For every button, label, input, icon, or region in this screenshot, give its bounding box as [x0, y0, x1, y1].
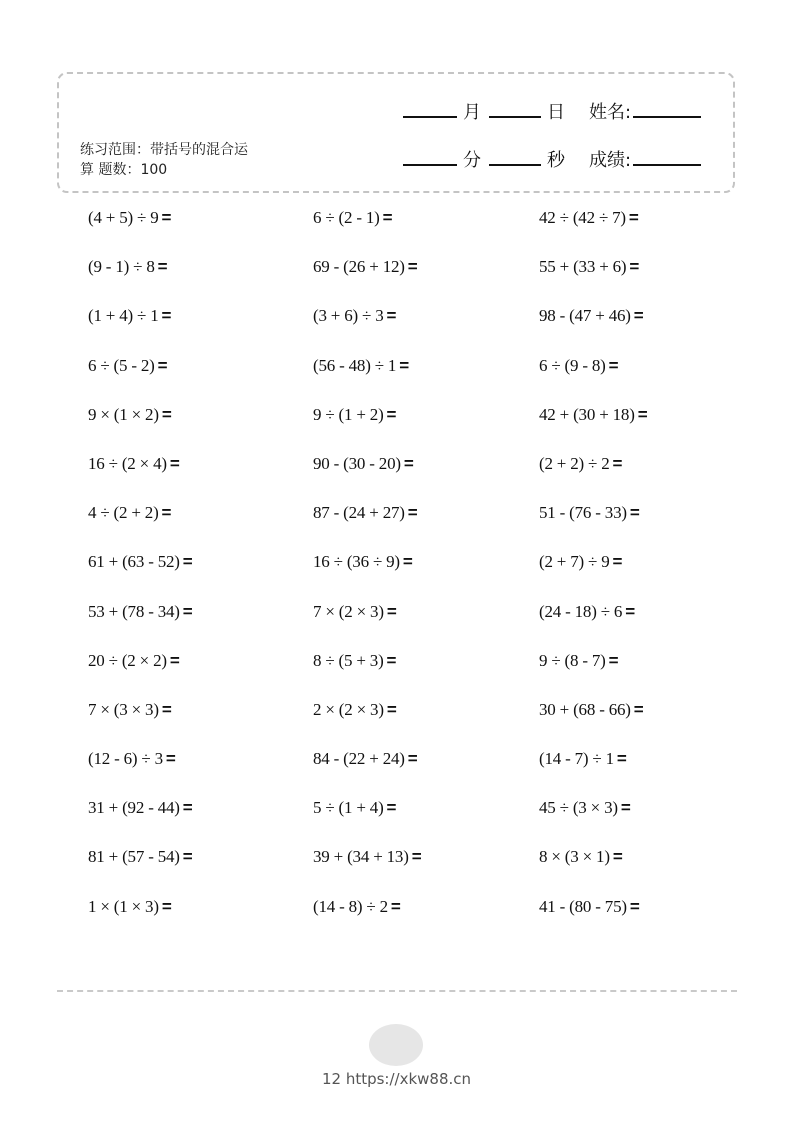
equals-sign: = [612, 552, 623, 572]
math-problem [88, 602, 193, 622]
problem-row [88, 749, 768, 798]
math-problem [313, 602, 397, 622]
problem-expression: 2 × (2 × 3) [313, 699, 384, 719]
problem-row [88, 405, 768, 454]
problem-expression: 42 ÷ (42 ÷ 7) [539, 208, 626, 227]
equals-sign: = [386, 306, 397, 326]
math-problem [539, 356, 618, 376]
problem-expression: (2 + 2) ÷ 2 [539, 453, 610, 473]
problem-expression: 8 ÷ (5 + 3) [313, 650, 384, 670]
math-problem [539, 651, 618, 671]
equals-sign: = [612, 453, 623, 473]
problem-row [88, 897, 768, 946]
math-problem [313, 257, 418, 277]
problem-expression: (14 - 7) ÷ 1 [539, 749, 614, 769]
problem-expression: 16 ÷ (2 × 4) [88, 453, 167, 473]
name-blank[interactable] [633, 98, 701, 118]
equals-sign: = [157, 257, 168, 277]
math-problem [539, 700, 644, 720]
problem-expression: 45 ÷ (3 × 3) [539, 798, 618, 818]
math-problem [88, 798, 193, 818]
problem-row [88, 306, 768, 355]
equals-sign: = [382, 208, 393, 227]
problem-row [88, 208, 768, 257]
equals-sign: = [169, 650, 180, 670]
equals-sign: = [161, 699, 172, 719]
problem-expression: 41 - (80 - 75) [539, 896, 627, 916]
problem-row [88, 257, 768, 306]
problem-expression: 30 + (68 - 66) [539, 699, 631, 719]
equals-sign: = [620, 798, 631, 818]
problem-grid [88, 208, 768, 946]
equals-sign: = [633, 699, 644, 719]
date-name-row [403, 98, 701, 124]
day-blank[interactable] [489, 98, 541, 118]
range-line-1: 练习范围：带括号的混合运 [80, 142, 248, 158]
problem-expression: 7 × (2 × 3) [313, 601, 384, 621]
problem-expression: 4 ÷ (2 + 2) [88, 503, 159, 523]
equals-sign: = [386, 798, 397, 818]
math-problem [313, 700, 397, 720]
problem-expression: 90 - (30 - 20) [313, 453, 401, 473]
problem-row [88, 700, 768, 749]
math-problem [313, 651, 396, 671]
equals-sign: = [608, 355, 619, 375]
math-problem [539, 503, 640, 523]
math-problem [88, 306, 171, 326]
day-label: 日 [547, 102, 565, 123]
problem-expression: 9 × (1 × 2) [88, 404, 159, 424]
math-problem [88, 503, 171, 523]
equals-sign: = [411, 847, 422, 867]
equals-sign: = [157, 355, 168, 375]
problem-row [88, 651, 768, 700]
math-problem [88, 257, 167, 277]
problem-expression: (4 + 5) ÷ 9 [88, 208, 159, 227]
equals-sign: = [629, 503, 640, 523]
problem-row [88, 356, 768, 405]
minutes-label: 分 [463, 150, 481, 171]
math-problem [88, 208, 171, 228]
equals-sign: = [161, 404, 172, 424]
math-problem [539, 306, 644, 326]
problem-expression: 81 + (57 - 54) [88, 847, 180, 867]
math-problem [539, 602, 635, 622]
equals-sign: = [403, 453, 414, 473]
equals-sign: = [386, 601, 397, 621]
page-number-badge [369, 1024, 423, 1066]
problem-expression: 20 ÷ (2 × 2) [88, 650, 167, 670]
problem-row [88, 847, 768, 896]
equals-sign: = [182, 552, 193, 572]
math-problem [88, 897, 172, 917]
math-problem [313, 306, 396, 326]
problem-expression: 42 + (30 + 18) [539, 404, 635, 424]
problem-row [88, 454, 768, 503]
equals-sign: = [386, 650, 397, 670]
equals-sign: = [390, 896, 401, 916]
problem-expression: 6 ÷ (2 - 1) [313, 208, 380, 227]
problem-expression: (12 - 6) ÷ 3 [88, 749, 163, 769]
math-problem [539, 257, 639, 277]
math-problem [88, 700, 172, 720]
equals-sign: = [608, 650, 619, 670]
equals-sign: = [407, 503, 418, 523]
problem-expression: (9 - 1) ÷ 8 [88, 257, 155, 277]
problem-expression: 55 + (33 + 6) [539, 257, 627, 277]
problem-expression: 98 - (47 + 46) [539, 306, 631, 326]
problem-expression: 31 + (92 - 44) [88, 798, 180, 818]
math-problem [88, 552, 193, 572]
math-problem [88, 749, 176, 769]
math-problem [539, 749, 627, 769]
math-problem [539, 847, 623, 867]
problem-expression: 84 - (22 + 24) [313, 749, 405, 769]
equals-sign: = [407, 749, 418, 769]
month-blank[interactable] [403, 98, 457, 118]
math-problem [88, 454, 180, 474]
problem-expression: 53 + (78 - 34) [88, 601, 180, 621]
math-problem [313, 454, 414, 474]
problem-expression: (24 - 18) ÷ 6 [539, 601, 623, 621]
equals-sign: = [182, 798, 193, 818]
score-blank[interactable] [633, 146, 701, 166]
equals-sign: = [161, 208, 172, 227]
problem-row [88, 552, 768, 601]
math-problem [539, 405, 647, 425]
score-label: 成绩: [589, 150, 632, 171]
math-problem [313, 749, 418, 769]
equals-sign: = [182, 601, 193, 621]
equals-sign: = [169, 453, 180, 473]
equals-sign: = [386, 699, 397, 719]
equals-sign: = [161, 306, 172, 326]
problem-expression: 5 ÷ (1 + 4) [313, 798, 384, 818]
problem-expression: 61 + (63 - 52) [88, 552, 180, 572]
problem-expression: 51 - (76 - 33) [539, 503, 627, 523]
seconds-blank[interactable] [489, 146, 541, 166]
equals-sign: = [182, 847, 193, 867]
problem-row [88, 798, 768, 847]
seconds-label: 秒 [547, 150, 565, 171]
time-score-row [403, 146, 701, 172]
problem-expression: 39 + (34 + 13) [313, 847, 409, 867]
problem-expression: 9 ÷ (8 - 7) [539, 650, 606, 670]
equals-sign: = [616, 749, 627, 769]
equals-sign: = [629, 896, 640, 916]
equals-sign: = [625, 601, 635, 621]
range-line-2: 算 题数：100 [80, 162, 168, 178]
problem-row [88, 503, 768, 552]
problem-expression: (56 - 48) ÷ 1 [313, 355, 397, 375]
equals-sign: = [612, 847, 623, 867]
math-problem [313, 798, 396, 818]
problem-expression: 6 ÷ (5 - 2) [88, 355, 155, 375]
equals-sign: = [629, 257, 640, 277]
math-problem [88, 356, 167, 376]
math-problem [539, 552, 622, 572]
practice-range [80, 140, 290, 180]
equals-sign: = [628, 208, 639, 227]
problem-expression: (2 + 7) ÷ 9 [539, 552, 610, 572]
math-problem [313, 356, 409, 376]
problem-expression: 16 ÷ (36 ÷ 9) [313, 552, 400, 572]
problem-expression: (3 + 6) ÷ 3 [313, 306, 384, 326]
math-problem [313, 405, 396, 425]
footer-text: 12 https://xkw88.cn [321, 1070, 472, 1088]
problem-expression: 6 ÷ (9 - 8) [539, 355, 606, 375]
bottom-divider [57, 990, 737, 992]
equals-sign: = [161, 896, 172, 916]
equals-sign: = [633, 306, 644, 326]
problem-expression: 8 × (3 × 1) [539, 847, 610, 867]
problem-row [88, 602, 768, 651]
problem-expression: (14 - 8) ÷ 2 [313, 896, 388, 916]
equals-sign: = [637, 404, 648, 424]
math-problem [88, 405, 172, 425]
problem-expression: (1 + 4) ÷ 1 [88, 306, 159, 326]
math-problem [88, 847, 193, 867]
problem-expression: 69 - (26 + 12) [313, 257, 405, 277]
equals-sign: = [165, 749, 176, 769]
math-problem [313, 503, 418, 523]
equals-sign: = [161, 503, 172, 523]
problem-expression: 1 × (1 × 3) [88, 896, 159, 916]
name-label: 姓名: [589, 102, 632, 123]
equals-sign: = [399, 355, 409, 375]
problem-expression: 7 × (3 × 3) [88, 699, 159, 719]
math-problem [539, 798, 631, 818]
problem-expression: 87 - (24 + 27) [313, 503, 405, 523]
minutes-blank[interactable] [403, 146, 457, 166]
equals-sign: = [402, 552, 413, 572]
math-problem [88, 651, 180, 671]
math-problem [539, 454, 622, 474]
math-problem [313, 552, 413, 572]
month-label: 月 [463, 102, 481, 123]
equals-sign: = [386, 404, 397, 424]
equals-sign: = [407, 257, 418, 277]
math-problem [539, 208, 639, 228]
math-problem [313, 897, 401, 917]
math-problem [539, 897, 640, 917]
problem-expression: 9 ÷ (1 + 2) [313, 404, 384, 424]
math-problem [313, 847, 421, 867]
math-problem [313, 208, 392, 228]
